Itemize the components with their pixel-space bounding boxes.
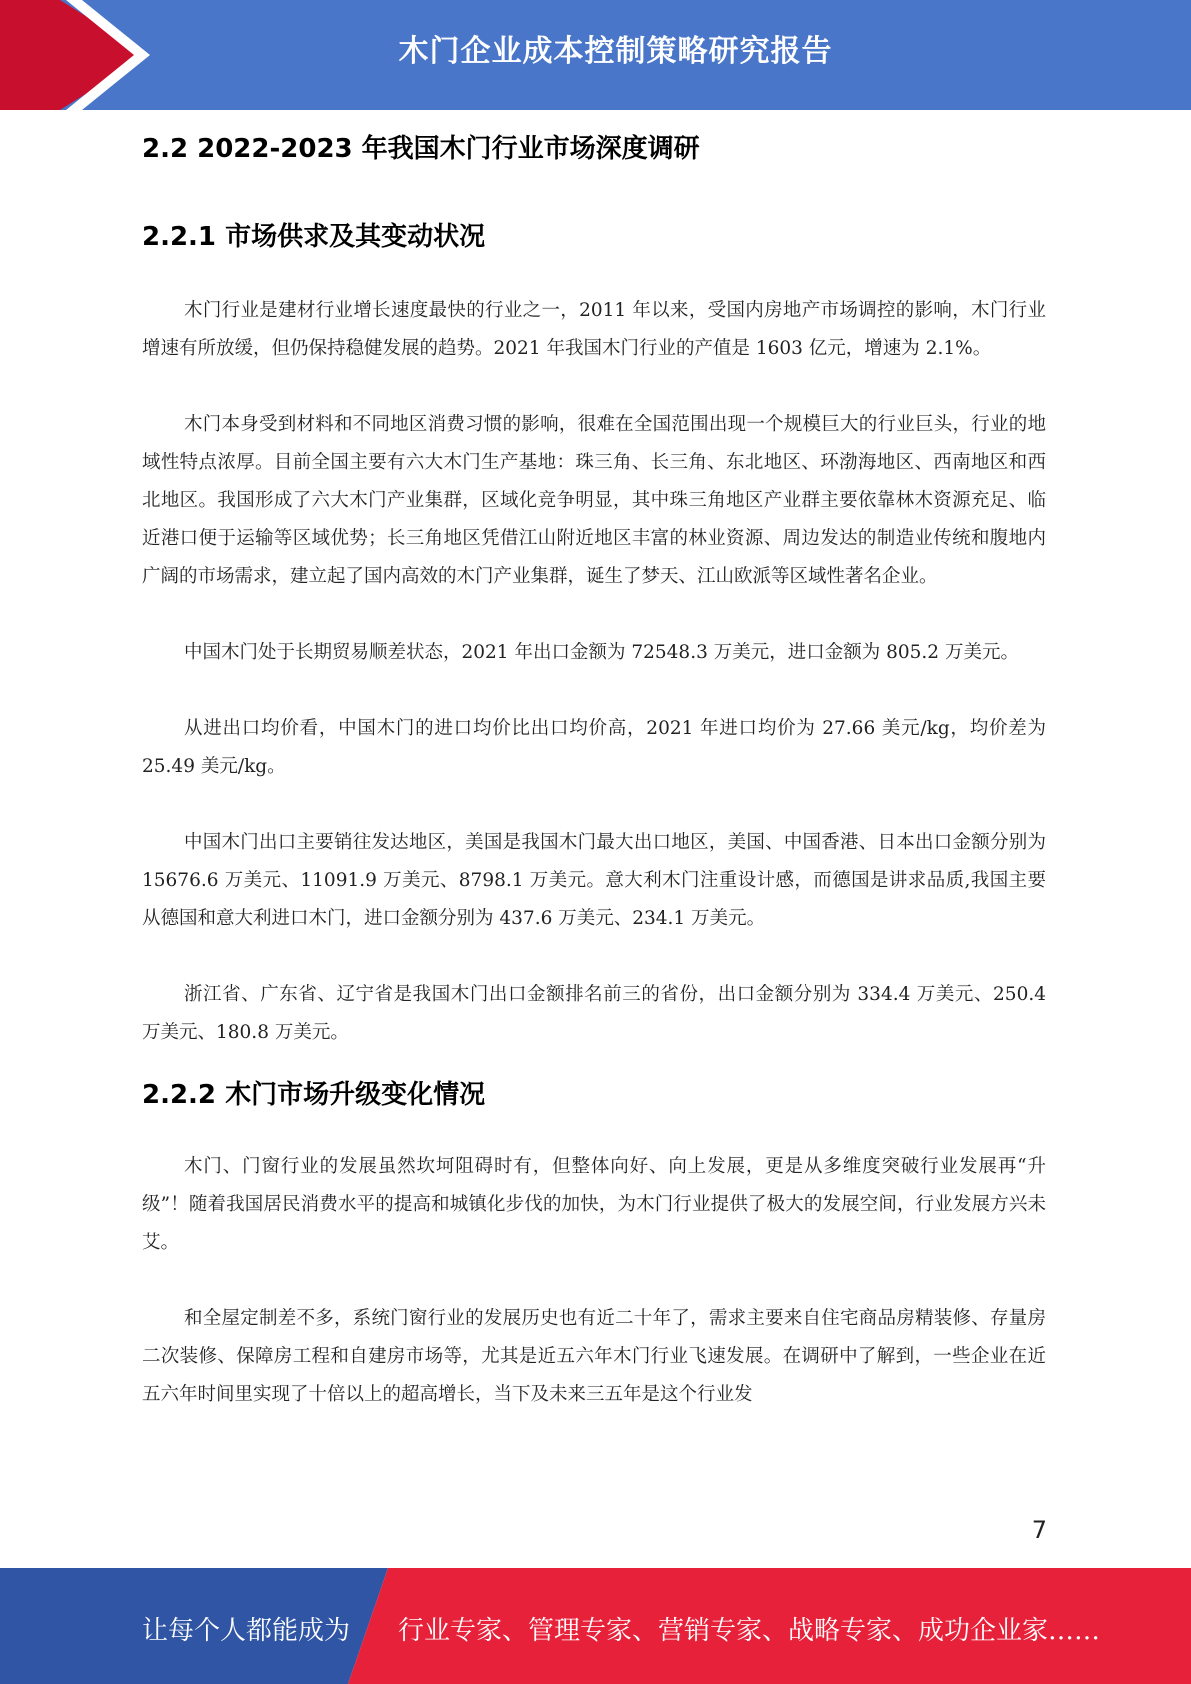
paragraph: 木门、门窗行业的发展虽然坎坷阻碍时有，但整体向好、向上发展，更是从多维度突破行业发展再“升级”！随着我国居民消费水平的提高和城镇化步伐的加快，为木门行业提供了极大的发展空间，行业发展方兴未艾。 xyxy=(142,1156,1046,1253)
footer-slogan-left: 让每个人都能成为 xyxy=(142,1616,351,1646)
paragraph: 木门本身受到材料和不同地区消费习惯的影响，很难在全国范围出现一个规模巨大的行业巨头，行业的地域性特点浓厚。目前全国主要有六大木门生产基地：珠三角、长三角、东北地区、环渤海地区、西南地区和西北地区。我国形成了六大木门产业集群，区域化竞争明显，其中珠三角地区产业群主要依靠林木资源充足、临近港口便于运输等区域优势；长三角地区凭借江山附近地区丰富的林业资源、周边发达的制造业传统和腹地内广阔的市场需求，建立起了国内高效的木门产业集群，诞生了梦天、江山欧派等区域性著名企业。 xyxy=(142,414,1046,587)
paragraph: 木门行业是建材行业增长速度最快的行业之一，2011 年以来，受国内房地产市场调控的影响，木门行业增速有所放缓，但仍保持稳健发展的趋势。2021 年我国木门行业的产值是 1603 亿元，增速为 2.1%。 xyxy=(142,300,1046,359)
subsection-heading-market-upgrade: 2.2.2 木门市场升级变化情况 xyxy=(142,1080,486,1110)
page-header xyxy=(0,0,1191,110)
paragraph: 从进出口均价看，中国木门的进口均价比出口均价高，2021 年进口均价为 27.66 美元/kg，均价差为 25.49 美元/kg。 xyxy=(142,718,1046,777)
report-title: 木门企业成本控制策略研究报告 xyxy=(398,34,833,69)
paragraph: 和全屋定制差不多，系统门窗行业的发展历史也有近二十年了，需求主要来自住宅商品房精装修、存量房二次装修、保障房工程和自建房市场等，尤其是近五六年木门行业飞速发展。在调研中了解到，一些企业在近五六年时间里实现了十倍以上的超高增长，当下及未来三五年是这个行业发 xyxy=(142,1308,1046,1405)
page-content xyxy=(142,128,1046,1414)
page-footer xyxy=(0,1568,1191,1684)
paragraph: 浙江省、广东省、辽宁省是我国木门出口金额排名前三的省份，出口金额分别为 334.4 万美元、250.4 万美元、180.8 万美元。 xyxy=(142,984,1046,1043)
subsection-heading-supply-demand: 2.2.1 市场供求及其变动状况 xyxy=(142,222,486,252)
paragraph: 中国木门处于长期贸易顺差状态，2021 年出口金额为 72548.3 万美元，进口金额为 805.2 万美元。 xyxy=(184,642,1019,663)
paragraph: 中国木门出口主要销往发达地区，美国是我国木门最大出口地区，美国、中国香港、日本出口金额分别为 15676.6 万美元、11091.9 万美元、8798.1 万美元。意大利木门注重设计感，而德国是讲求品质,我国主要从德国和意大利进口木门，进口金额分别为 437.6 万美元、234.1 万美元。 xyxy=(142,832,1046,929)
footer-slogan-right: 行业专家、管理专家、营销专家、战略专家、成功企业家…… xyxy=(398,1616,1101,1646)
section-heading: 2.2 2022-2023 年我国木门行业市场深度调研 xyxy=(142,134,700,164)
page-number: 7 xyxy=(1031,1516,1047,1544)
